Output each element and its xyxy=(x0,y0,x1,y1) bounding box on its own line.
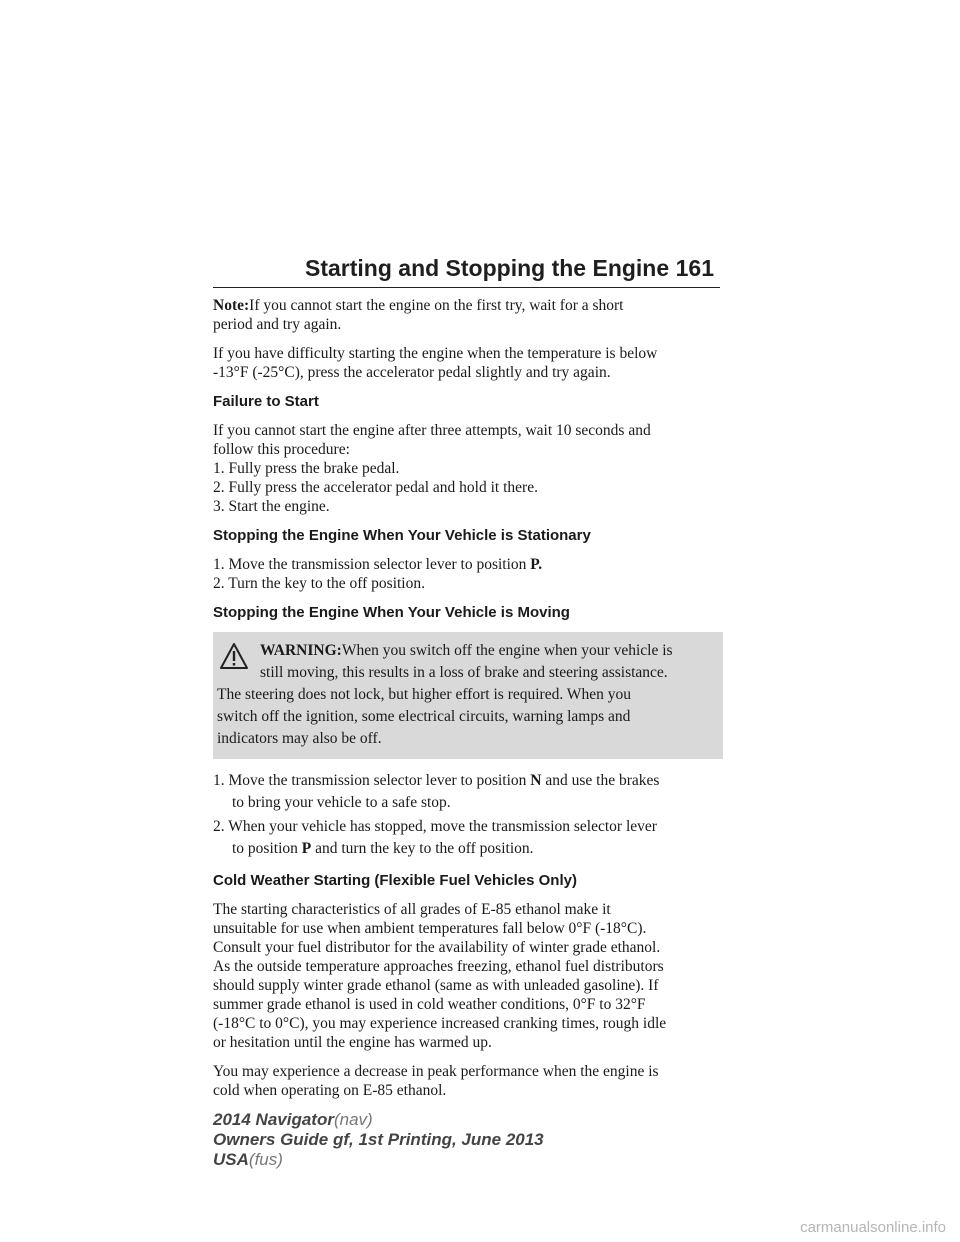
footer-guide: Owners Guide gf, 1st Printing, June 2013 xyxy=(213,1130,544,1149)
warning-line2: still moving, this results in a loss of brake and steering assistance. xyxy=(260,664,668,681)
cold-line: cold when operating on E-85 ethanol. xyxy=(213,1082,447,1099)
cold-line: The starting characteristics of all grades of E-85 ethanol make it xyxy=(213,901,611,918)
cold-paragraph-2 xyxy=(213,1062,723,1100)
note-paragraph xyxy=(213,296,723,334)
cold-line: (-18°C to 0°C), you may experience increased cranking times, rough idle xyxy=(213,1015,667,1032)
stationary-step1: 1. Move the transmission selector lever to position xyxy=(213,556,527,573)
cold-line: You may experience a decrease in peak performance when the engine is xyxy=(213,1063,659,1080)
position-p-label: P. xyxy=(530,556,543,573)
warning-line3: The steering does not lock, but higher effort is required. When you xyxy=(217,686,631,703)
stationary-step2: 2. Turn the key to the off position. xyxy=(213,575,425,592)
cold-line: As the outside temperature approaches freezing, ethanol fuel distributors xyxy=(213,958,664,975)
stationary-heading: Stopping the Engine When Your Vehicle is Stationary xyxy=(213,527,591,544)
cold-line: unsuitable for use when ambient temperatures fall below 0°F (-18°C). xyxy=(213,920,647,937)
note-label: Note: xyxy=(213,297,250,314)
difficulty-line2: -13°F (-25°C), press the accelerator pedal slightly and try again. xyxy=(213,364,611,381)
cold-line: should supply winter grade ethanol (same as with unleaded gasoline). If xyxy=(213,977,659,994)
footer-market-code: (fus) xyxy=(248,1150,283,1169)
warning-line5: indicators may also be off. xyxy=(217,730,382,747)
failure-intro-line1: If you cannot start the engine after three attempts, wait 10 seconds and xyxy=(213,422,651,439)
moving-step2-post: and turn the key to the off position. xyxy=(315,840,534,857)
footer-model-code: (nav) xyxy=(333,1110,373,1129)
moving-step1-post: and use the brakes xyxy=(545,772,660,789)
moving-step2-line1: 2. When your vehicle has stopped, move the transmission selector lever xyxy=(213,818,657,835)
moving-step2 xyxy=(213,816,723,860)
stationary-steps xyxy=(213,555,723,593)
moving-step1-line2: to bring your vehicle to a safe stop. xyxy=(232,794,451,811)
warning-box xyxy=(213,632,723,759)
watermark-link[interactable]: carmanualsonline.info xyxy=(800,1219,946,1236)
warning-line4: switch off the ignition, some electrical circuits, warning lamps and xyxy=(217,708,631,725)
failure-step: 3. Start the engine. xyxy=(213,498,330,515)
warning-label: WARNING: xyxy=(260,642,342,659)
moving-step1-text: 1. Move the transmission selector lever to position xyxy=(213,772,527,789)
failure-step: 1. Fully press the brake pedal. xyxy=(213,460,400,477)
failure-intro-line2: follow this procedure: xyxy=(213,441,350,458)
footer-model: 2014 Navigator xyxy=(213,1110,334,1129)
page-number: 161 xyxy=(675,255,714,281)
cold-heading: Cold Weather Starting (Flexible Fuel Vehicles Only) xyxy=(213,872,577,889)
cold-line: summer grade ethanol is used in cold weather conditions, 0°F to 32°F xyxy=(213,996,646,1013)
note-text: If you cannot start the engine on the first try, wait for a short xyxy=(249,297,624,314)
cold-paragraph-1 xyxy=(213,900,723,1052)
moving-heading: Stopping the Engine When Your Vehicle is Moving xyxy=(213,604,570,621)
difficulty-paragraph xyxy=(213,344,723,382)
difficulty-line1: If you have difficulty starting the engine when the temperature is below xyxy=(213,345,658,362)
page-header xyxy=(213,255,720,288)
warning-line1: When you switch off the engine when your vehicle is xyxy=(341,642,673,659)
footer-market: USA xyxy=(213,1150,249,1169)
page-content xyxy=(213,296,723,1110)
failure-heading: Failure to Start xyxy=(213,393,319,410)
moving-step1 xyxy=(213,770,723,814)
warning-triangle-icon xyxy=(219,642,249,670)
moving-step2-pre: to position xyxy=(232,840,298,857)
position-n-label: N xyxy=(530,772,542,789)
moving-steps xyxy=(213,770,723,860)
position-p-label: P xyxy=(301,840,312,857)
failure-step: 2. Fully press the accelerator pedal and hold it there. xyxy=(213,479,538,496)
note-text-line2: period and try again. xyxy=(213,316,342,333)
failure-procedure xyxy=(213,421,723,516)
page-footer xyxy=(213,1110,544,1170)
cold-line: Consult your fuel distributor for the availability of winter grade ethanol. xyxy=(213,939,661,956)
page-title: Starting and Stopping the Engine xyxy=(305,255,670,281)
cold-line: or hesitation until the engine has warmed up. xyxy=(213,1034,492,1051)
